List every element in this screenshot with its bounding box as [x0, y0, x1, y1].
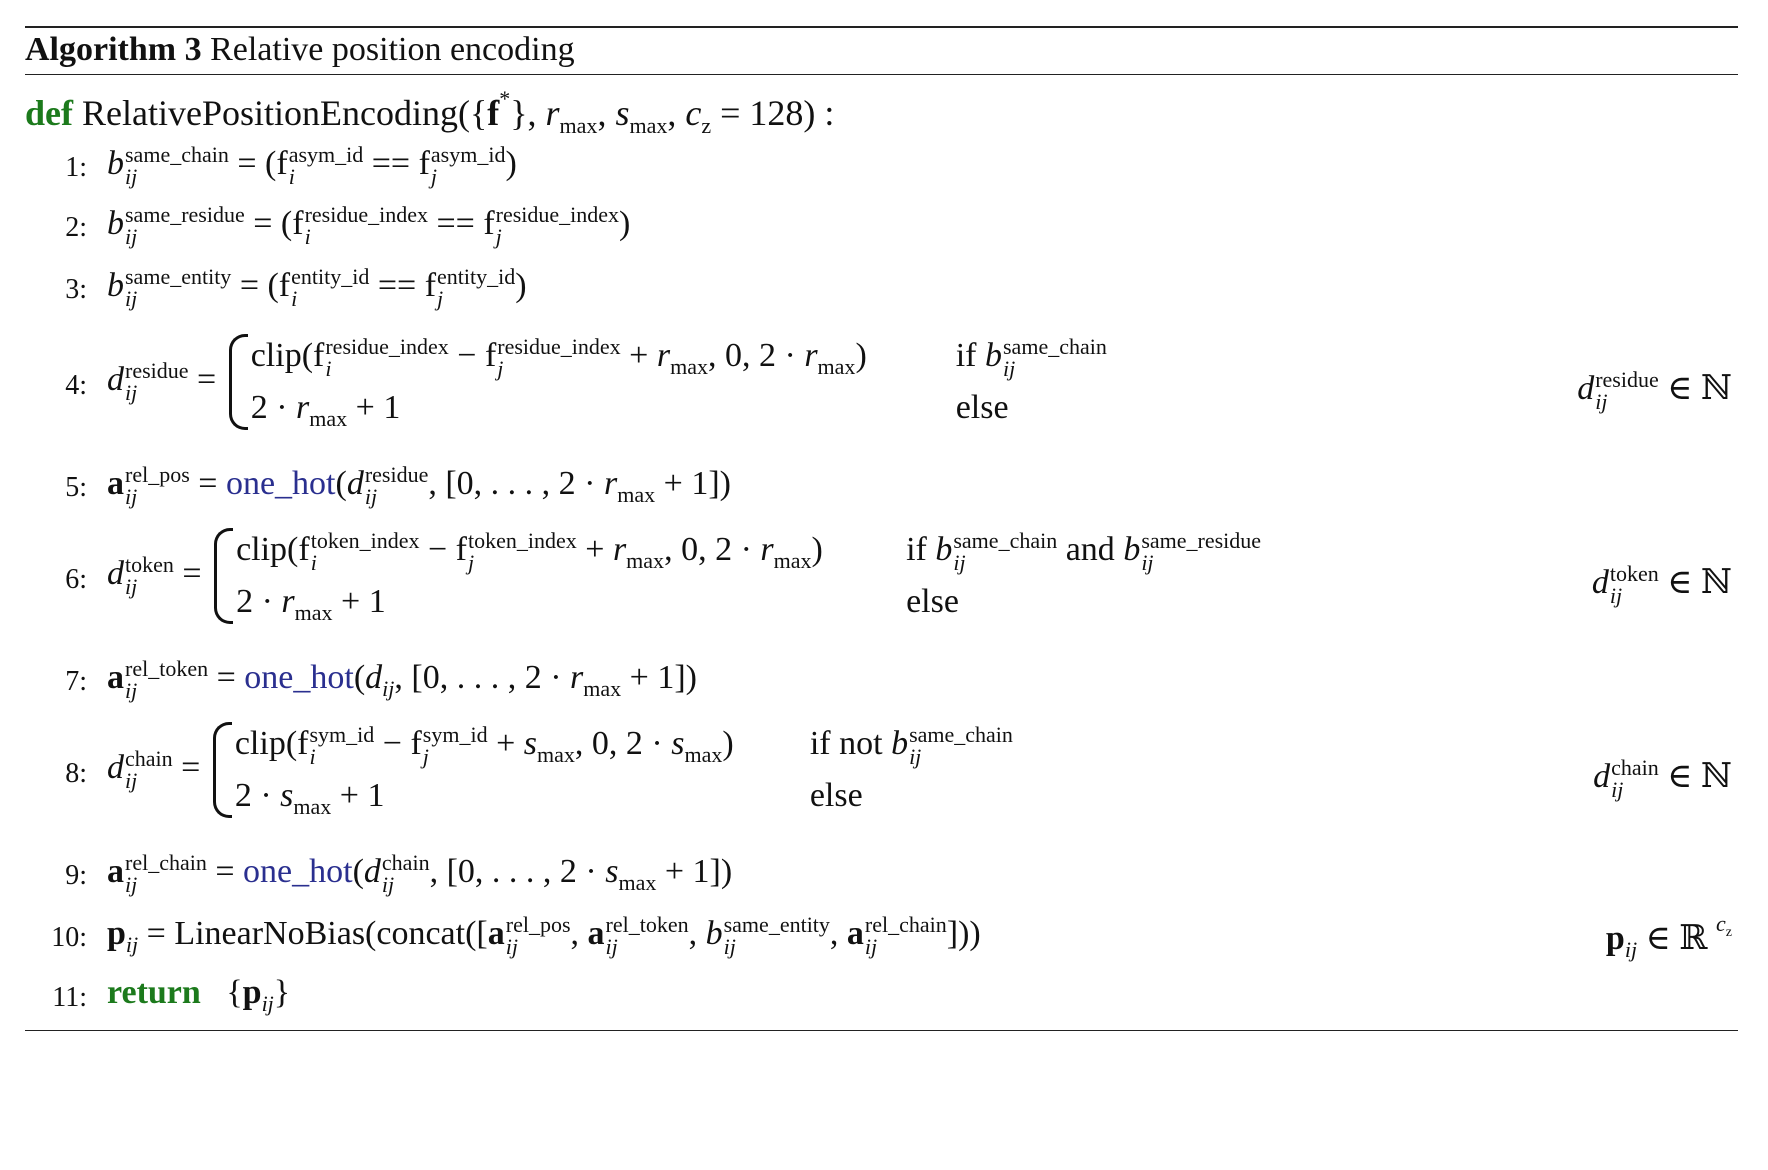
- function-name: RelativePositionEncoding: [82, 93, 458, 133]
- algorithm-line-11: [25, 970, 1738, 1022]
- cases-brace: clip(f residue_index i − f residue_index j + $r_{max}$, 0, $2 \cdot r_{max}$) if b same_chain ij $2 \cdot r_{max} + 1$ else: [225, 330, 1107, 434]
- function-signature: [25, 86, 835, 139]
- one-hot-function: one_hot: [225, 464, 336, 502]
- line-5-expression: a rel_pos ij = one_hot(d residue ij , [0, . . . , $2 \cdot r_{max} + 1$]): [107, 462, 731, 509]
- one-hot-function: one_hot: [244, 658, 354, 696]
- algorithm-line-3: [25, 260, 1738, 310]
- one-hot-function: one_hot: [243, 852, 353, 890]
- line-8-expression: d chain ij = clip(f sym_id i − f sym_id j + $s_{max}$, 0, $2 \cdot s_{max}$) if not b same_chain ij $2 \cdot s_{max} + 1$ else: [107, 718, 1013, 822]
- line-2-expression: b same_residue ij = (f residue_index i == f residue_index j ): [107, 202, 631, 249]
- line-11-expression: return $\{p_{ij}\}$: [107, 974, 291, 1016]
- cases-brace: clip(f sym_id i − f sym_id j + $s_{max}$, 0, $2 \cdot s_{max}$) if not b same_chain ij $2 \cdot s_{max} + 1$ else: [209, 718, 1013, 822]
- line-number: 2:: [65, 212, 87, 243]
- header-rule: [25, 74, 1738, 75]
- bottom-rule: [25, 1030, 1738, 1031]
- line-9-expression: a rel_chain ij = one_hot(d chain ij , [0, . . . , $2 \cdot s_{max} + 1$]): [107, 850, 733, 897]
- algorithm-line-9: [25, 846, 1738, 898]
- algorithm-line-4: [25, 330, 1738, 446]
- line-number: 4:: [65, 370, 87, 401]
- line-number: 10:: [51, 922, 87, 953]
- line-10-domain: $p_{ij}$ ∈ ℝ $^{c_z}$: [1605, 910, 1732, 962]
- else-label: else: [955, 389, 1009, 426]
- line-6-domain: d token ij ∈ ℕ: [1591, 561, 1732, 609]
- algorithm-box: [25, 0, 1738, 1170]
- line-4-expression: d residue ij = clip(f residue_index i − f residue_index j + $r_{max}$, 0, $2 \cdot r_{max}$) if b same_chain ij $2 \cdot r_{max} + 1$ else: [107, 330, 1107, 434]
- else-label: else: [906, 583, 959, 620]
- line-8-domain: d chain ij ∈ ℕ: [1593, 755, 1732, 803]
- algorithm-line-1: [25, 138, 1738, 188]
- line-4-domain: d residue ij ∈ ℕ: [1577, 367, 1732, 415]
- line-1-expression: b same_chain ij = (f asym_id i == f asym_id j ): [107, 142, 517, 189]
- def-keyword: def: [25, 93, 73, 133]
- line-number: 9:: [65, 860, 87, 891]
- algorithm-line-8: [25, 718, 1738, 834]
- algorithm-line-2: [25, 198, 1738, 248]
- algorithm-line-6: [25, 524, 1738, 640]
- line-number: 1:: [65, 152, 87, 183]
- line-number: 11:: [52, 982, 87, 1013]
- line-number: 3:: [65, 274, 87, 305]
- algorithm-name: Relative position encoding: [210, 31, 575, 68]
- line-number: 7:: [65, 666, 87, 697]
- function-params: ({f*}, $r_{max}$, $s_{max}$, $c_z = 128$) :: [457, 86, 835, 139]
- line-number: 6:: [65, 564, 87, 595]
- algorithm-line-10: [25, 908, 1738, 960]
- algorithm-line-5: [25, 458, 1738, 510]
- algorithm-label: Algorithm 3: [25, 31, 202, 68]
- line-3-expression: b same_entity ij = (f entity_id i == f entity_id j ): [107, 264, 527, 311]
- else-label: else: [809, 777, 863, 814]
- line-7-expression: a rel_token ij = $one\_hot(d_{ij}$, [0, . . . , $2 \cdot r_{max} + 1$]): [107, 656, 697, 703]
- algorithm-line-7: [25, 652, 1738, 704]
- line-number: 8:: [65, 758, 87, 789]
- cases-brace: clip(f token_index i − f token_index j + $r_{max}$, 0, $2 \cdot r_{max}$) if b same_chain ij and b same_residue ij $2 \cdot r_{max} + 1$ else: [210, 524, 1261, 628]
- return-keyword: return: [107, 974, 201, 1011]
- line-6-expression: d token ij = clip(f token_index i − f token_index j + $r_{max}$, 0, $2 \cdot r_{max}$) if b same_chain ij and b same_residue ij $2 \cdot r_{max} + 1$ else: [107, 524, 1261, 628]
- algorithm-title: [25, 28, 575, 72]
- line-number: 5:: [65, 472, 87, 503]
- line-10-expression: $p_{ij}$ = LinearNoBias(concat([a rel_pos ij , a rel_token ij , b same_entity ij , a rel_chain ij ])): [107, 912, 981, 959]
